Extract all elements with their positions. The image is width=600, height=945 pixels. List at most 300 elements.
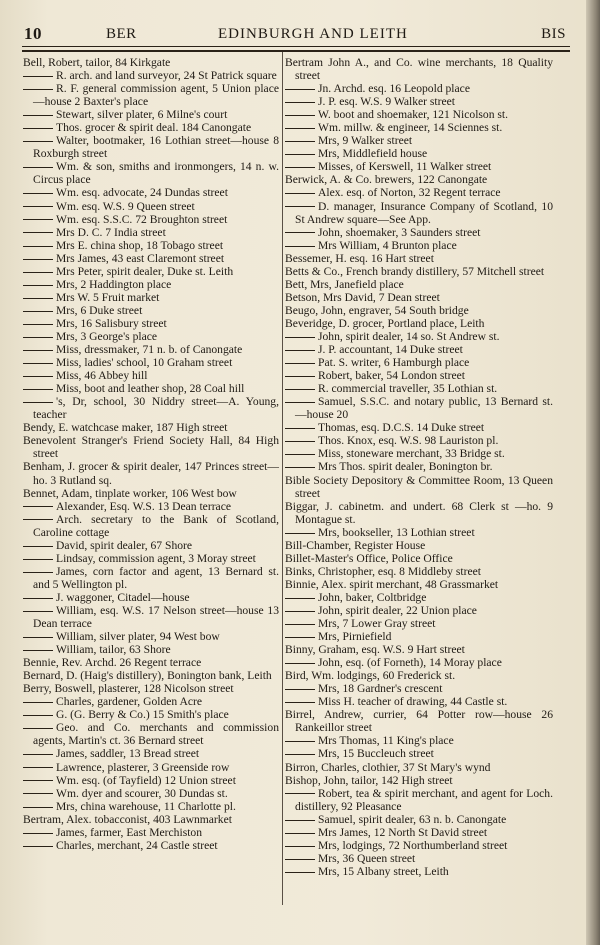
directory-entry — [23, 382, 279, 395]
ditto-dash — [23, 285, 53, 286]
ditto-dash — [285, 350, 315, 351]
entry-text: Robert, baker, 54 London street — [318, 369, 465, 383]
entry-text: Thos. Knox, esq. W.S. 98 Lauriston pl. — [318, 434, 499, 448]
entry-text: Bett, Mrs, Janefield place — [285, 277, 404, 291]
ditto-dash — [285, 702, 315, 703]
entry-text: Biggar, J. cabinetm. and undert. 68 Clerk st —ho. 9 Montague st. — [285, 499, 553, 526]
ditto-dash — [23, 559, 53, 560]
entry-text: Wm. esq. W.S. 9 Queen street — [56, 199, 195, 213]
entry-text: Mrs James, 43 east Claremont street — [56, 251, 225, 265]
directory-entry — [23, 669, 279, 682]
entry-text: Binnie, Alex. spirit merchant, 48 Grassmarket — [285, 577, 499, 591]
entry-text: Bible Society Depository & Committee Room, 13 Queen street — [285, 473, 553, 500]
ditto-dash — [285, 167, 315, 168]
directory-entry — [23, 761, 279, 774]
ditto-dash — [23, 232, 53, 233]
ditto-dash — [285, 206, 315, 207]
directory-entry — [285, 265, 553, 278]
column-divider — [282, 52, 283, 905]
entry-text: Mrs, 16 Salisbury street — [56, 316, 167, 330]
ditto-dash — [285, 154, 315, 155]
directory-entry — [285, 669, 553, 682]
entry-text: Wm. millw. & engineer, 14 Sciennes st. — [318, 121, 503, 135]
entry-text: R. arch. and land surveyor, 24 St Patrick square — [56, 69, 277, 83]
entry-text: G. (G. Berry & Co.) 15 Smith's place — [56, 708, 229, 722]
entry-text: D. manager, Insurance Company of Scotland, 10 St Andrew square—See App. — [295, 199, 553, 226]
ditto-dash — [285, 624, 315, 625]
ditto-dash — [285, 846, 315, 847]
entry-text: William, tailor, 63 Shore — [56, 643, 171, 657]
directory-entry — [285, 643, 553, 656]
directory-entry — [23, 356, 279, 369]
header-right-word: BIS — [541, 26, 566, 42]
ditto-dash — [23, 363, 53, 364]
entry-text: Benham, J. grocer & spirit dealer, 147 Princes street—ho. 3 Rutland sq. — [23, 460, 279, 487]
directory-entry — [23, 121, 279, 134]
entry-text: Mrs, bookseller, 13 Lothian street — [318, 525, 475, 539]
entry-text: Betts & Co., French brandy distillery, 57 Mitchell street — [285, 264, 545, 278]
entry-text: Miss, boot and leather shop, 28 Coal hill — [56, 382, 245, 396]
directory-entry — [285, 656, 553, 669]
ditto-dash — [285, 246, 315, 247]
directory-entry — [23, 604, 279, 630]
directory-entry — [285, 500, 553, 526]
directory-entry — [285, 852, 553, 865]
entry-text: Bird, Wm. lodgings, 60 Frederick st. — [285, 669, 456, 683]
ditto-dash — [285, 232, 315, 233]
directory-entry — [285, 356, 553, 369]
directory-entry — [23, 343, 279, 356]
entry-text: Mrs James, 12 North St David street — [318, 825, 488, 839]
entry-text: John, spirit dealer, 22 Union place — [318, 603, 477, 617]
entry-text: Binks, Christopher, esq. 8 Middleby street — [285, 564, 481, 578]
directory-entry — [285, 761, 553, 774]
entry-text: Charles, gardener, Golden Acre — [56, 695, 203, 709]
entry-text: Bell, Robert, tailor, 84 Kirkgate — [23, 56, 171, 69]
directory-entry — [23, 278, 279, 291]
entry-text: Bendy, E. watchcase maker, 187 High street — [23, 421, 228, 435]
entry-text: W. boot and shoemaker, 121 Nicolson st. — [318, 108, 509, 122]
directory-entry — [23, 513, 279, 539]
directory-entry — [285, 382, 553, 395]
entry-text: Mrs, 18 Gardner's crescent — [318, 682, 443, 696]
entry-text: Stewart, silver plater, 6 Milne's court — [56, 108, 228, 122]
ditto-dash — [285, 454, 315, 455]
entry-text: Thos. grocer & spirit deal. 184 Canongate — [56, 121, 252, 135]
page-edge — [586, 0, 600, 945]
entry-text: Miss H. teacher of drawing, 44 Castle st. — [318, 695, 508, 709]
ditto-dash — [285, 363, 315, 364]
directory-entry — [285, 291, 553, 304]
directory-entry — [285, 552, 553, 565]
entry-text: Miss, 46 Abbey hill — [56, 369, 148, 383]
directory-entry — [23, 800, 279, 813]
header-rule — [22, 46, 570, 47]
directory-entry — [23, 708, 279, 721]
directory-entry — [285, 474, 553, 500]
directory-entry — [285, 604, 553, 617]
directory-entry — [23, 656, 279, 669]
entry-text: Bernard, D. (Haig's distillery), Bonington bank, Leith — [23, 669, 272, 683]
entry-text: Pat. S. writer, 6 Hamburgh place — [318, 356, 470, 370]
directory-entry — [23, 826, 279, 839]
directory-entry — [23, 695, 279, 708]
directory-entry — [285, 200, 553, 226]
directory-entry — [285, 617, 553, 630]
directory-entry — [23, 774, 279, 787]
directory-entry — [23, 56, 279, 69]
ditto-dash — [285, 141, 315, 142]
ditto-dash — [23, 833, 53, 834]
entry-text: Mrs, 15 Buccleuch street — [318, 747, 434, 761]
directory-entry — [285, 278, 553, 291]
entry-text: Wm. esq. (of Tayfield) 12 Union street — [56, 773, 236, 787]
entry-text: Mrs, 36 Queen street — [318, 851, 416, 865]
ditto-dash — [23, 298, 53, 299]
entry-text: James, corn factor and agent, 13 Bernard st. and 5 Wellington pl. — [33, 564, 279, 591]
directory-entry — [285, 330, 553, 343]
entry-text: Birrel, Andrew, currier, 64 Potter row—house 26 Rankeillor street — [285, 708, 553, 735]
directory-entry — [23, 265, 279, 278]
ditto-dash — [23, 246, 53, 247]
entry-text: Mrs Thos. spirit dealer, Bonington br. — [318, 460, 493, 474]
entry-text: Bessemer, H. esq. 16 Hart street — [285, 251, 434, 265]
ditto-dash — [285, 467, 315, 468]
entry-text: Billet-Master's Office, Police Office — [285, 551, 453, 565]
entry-text: Lawrence, plasterer, 3 Greenside row — [56, 760, 230, 774]
ditto-dash — [23, 780, 53, 781]
entry-text: Mrs W. 5 Fruit market — [56, 290, 160, 304]
header-title: EDINBURGH AND LEITH — [218, 26, 408, 42]
ditto-dash — [23, 793, 53, 794]
ditto-dash — [23, 311, 53, 312]
directory-entry — [23, 317, 279, 330]
entry-text: John, esq. (of Forneth), 14 Moray place — [318, 656, 502, 670]
entry-text: Mrs, lodgings, 72 Northumberland street — [318, 838, 508, 852]
entry-text: James, saddler, 13 Bread street — [56, 747, 200, 761]
directory-entry — [23, 239, 279, 252]
directory-entry — [285, 82, 553, 95]
directory-entry — [23, 460, 279, 486]
entry-text: Mrs, Pirniefield — [318, 630, 392, 644]
ditto-dash — [285, 741, 315, 742]
directory-entry — [285, 121, 553, 134]
directory-entry — [23, 330, 279, 343]
directory-entry — [285, 565, 553, 578]
ditto-dash — [285, 102, 315, 103]
directory-entry — [285, 317, 553, 330]
ditto-dash — [285, 611, 315, 612]
entry-text: John, spirit dealer, 14 so. St Andrew st. — [318, 329, 500, 343]
directory-entry — [285, 591, 553, 604]
entry-text: Arch. secretary to the Bank of Scotland, Caroline cottage — [33, 512, 279, 539]
entry-text: Birron, Charles, clothier, 37 St Mary's wynd — [285, 760, 491, 774]
directory-entry — [285, 134, 553, 147]
directory-entry — [23, 108, 279, 121]
directory-entry — [23, 747, 279, 760]
ditto-dash — [23, 206, 53, 207]
entry-text: Miss, ladies' school, 10 Graham street — [56, 356, 233, 370]
entry-text: Mrs, 2 Haddington place — [56, 277, 172, 291]
entry-text: Samuel, spirit dealer, 63 n. b. Canongate — [318, 812, 507, 826]
ditto-dash — [285, 389, 315, 390]
entry-text: Geo. and Co. merchants and commission agents, Martin's ct. 36 Bernard street — [33, 721, 279, 748]
entry-text: Samuel, S.S.C. and notary public, 13 Bernard st.—house 20 — [295, 395, 553, 422]
entry-text: Miss, dressmaker, 71 n. b. of Canongate — [56, 343, 243, 357]
directory-entry — [23, 565, 279, 591]
entry-text: Benevolent Stranger's Friend Society Hall, 84 High street — [23, 434, 279, 461]
directory-entry — [285, 186, 553, 199]
entry-text: Mrs Thomas, 11 King's place — [318, 734, 454, 748]
entry-text: Wm. esq. S.S.C. 72 Broughton street — [56, 212, 228, 226]
directory-entry — [285, 447, 553, 460]
directory-entry — [285, 708, 553, 734]
directory-entry — [23, 82, 279, 108]
directory-entry — [285, 173, 553, 186]
directory-entry — [285, 774, 553, 787]
entry-text: Mrs, 7 Lower Gray street — [318, 617, 436, 631]
entry-text: Beveridge, D. grocer, Portland place, Leith — [285, 316, 485, 330]
entry-text: 's, Dr, school, 30 Niddry street—A. Young, teacher — [33, 395, 279, 422]
ditto-dash — [285, 820, 315, 821]
entry-text: Beugo, John, engraver, 54 South bridge — [285, 303, 469, 317]
directory-entry — [23, 186, 279, 199]
directory-entry — [23, 200, 279, 213]
directory-entry — [285, 108, 553, 121]
entry-text: John, shoemaker, 3 Saunders street — [318, 225, 481, 239]
directory-entry — [23, 395, 279, 421]
directory-entry — [285, 826, 553, 839]
entry-text: Bertram, Alex. tobacconist, 403 Lawnmarket — [23, 812, 232, 826]
entry-text: Alexander, Esq. W.S. 13 Dean terrace — [56, 499, 231, 513]
directory-entry — [285, 226, 553, 239]
entry-text: Bertram John A., and Co. wine merchants, 18 Quality street — [285, 56, 553, 83]
ditto-dash — [285, 193, 315, 194]
entry-text: Mrs, 15 Albany street, Leith — [318, 864, 449, 878]
ditto-dash — [23, 715, 53, 716]
directory-entry — [285, 747, 553, 760]
entry-text: J. P. esq. W.S. 9 Walker street — [318, 95, 456, 109]
directory-entry — [23, 369, 279, 382]
entry-text: Mrs, 9 Walker street — [318, 134, 413, 148]
directory-entry — [285, 95, 553, 108]
ditto-dash — [23, 702, 53, 703]
entry-text: Charles, merchant, 24 Castle street — [56, 838, 218, 852]
entry-text: Mrs, china warehouse, 11 Charlotte pl. — [56, 799, 236, 813]
page-number: 10 — [24, 24, 42, 43]
ditto-dash — [285, 441, 315, 442]
ditto-dash — [285, 793, 315, 794]
entry-text: Lindsay, commission agent, 3 Moray street — [56, 551, 256, 565]
entry-text: Bishop, John, tailor, 142 High street — [285, 773, 453, 787]
ditto-dash — [23, 76, 53, 77]
entry-text: Mrs William, 4 Brunton place — [318, 238, 457, 252]
directory-entry — [285, 460, 553, 473]
ditto-dash — [23, 376, 53, 377]
ditto-dash — [285, 872, 315, 873]
directory-entry — [285, 56, 553, 82]
directory-entry — [23, 134, 279, 160]
entry-text: Mrs, 6 Duke street — [56, 303, 143, 317]
directory-entry — [23, 643, 279, 656]
directory-entry — [285, 395, 553, 421]
ditto-dash — [285, 663, 315, 664]
directory-entry — [285, 421, 553, 434]
ditto-dash — [285, 533, 315, 534]
directory-entry — [285, 239, 553, 252]
directory-entry — [285, 682, 553, 695]
entry-text: R. F. general commission agent, 5 Union place—house 2 Baxter's place — [33, 82, 279, 109]
entry-text: Mrs, 3 George's place — [56, 329, 158, 343]
entry-text: Wm. & son, smiths and ironmongers, 14 n. w. Circus place — [33, 160, 279, 187]
directory-entry — [23, 160, 279, 186]
ditto-dash — [285, 115, 315, 116]
ditto-dash — [23, 611, 53, 612]
directory-entry — [285, 369, 553, 382]
directory-entry — [23, 682, 279, 695]
directory-entry — [23, 434, 279, 460]
directory-entry — [23, 226, 279, 239]
ditto-dash — [23, 272, 53, 273]
ditto-dash — [23, 598, 53, 599]
ditto-dash — [23, 754, 53, 755]
ditto-dash — [23, 402, 53, 403]
directory-entry — [285, 252, 553, 265]
ditto-dash — [285, 754, 315, 755]
ditto-dash — [23, 193, 53, 194]
page-header — [22, 24, 570, 44]
directory-entry — [23, 630, 279, 643]
header-left-word: BER — [106, 26, 137, 42]
ditto-dash — [285, 637, 315, 638]
ditto-dash — [23, 807, 53, 808]
entry-text: Wm. esq. advocate, 24 Dundas street — [56, 186, 228, 200]
entry-text: Mrs Peter, spirit dealer, Duke st. Leith — [56, 264, 234, 278]
directory-entry — [285, 578, 553, 591]
directory-entry — [285, 147, 553, 160]
directory-entry — [23, 721, 279, 747]
ditto-dash — [285, 128, 315, 129]
ditto-dash — [23, 259, 53, 260]
directory-entry — [285, 160, 553, 173]
directory-entry — [285, 539, 553, 552]
ditto-dash — [285, 428, 315, 429]
directory-entry — [285, 865, 553, 878]
entry-text: Miss, stoneware merchant, 33 Bridge st. — [318, 447, 505, 461]
ditto-dash — [23, 324, 53, 325]
entry-text: J. P. accountant, 14 Duke street — [318, 343, 463, 357]
directory-entry — [23, 487, 279, 500]
ditto-dash — [23, 115, 53, 116]
directory-entry — [23, 787, 279, 800]
ditto-dash — [23, 767, 53, 768]
left-column — [23, 56, 279, 852]
ditto-dash — [285, 402, 315, 403]
directory-entry — [23, 539, 279, 552]
entry-text: Thomas, esq. D.C.S. 14 Duke street — [318, 421, 485, 435]
directory-entry — [285, 526, 553, 539]
ditto-dash — [285, 859, 315, 860]
entry-text: John, baker, Coltbridge — [318, 590, 427, 604]
directory-entry — [285, 813, 553, 826]
ditto-dash — [23, 389, 53, 390]
entry-text: Jn. Archd. esq. 16 Leopold place — [318, 82, 470, 96]
directory-entry — [285, 839, 553, 852]
entry-text: Bennet, Adam, tinplate worker, 106 West bow — [23, 486, 237, 500]
entry-text: Robert, tea & spirit merchant, and agent for Loch. distillery, 92 Pleasance — [295, 786, 553, 813]
entry-text: Mrs, Middlefield house — [318, 147, 428, 161]
directory-entry — [23, 252, 279, 265]
ditto-dash — [285, 598, 315, 599]
ditto-dash — [23, 128, 53, 129]
entry-text: Berwick, A. & Co. brewers, 122 Canongate — [285, 173, 488, 187]
directory-entry — [23, 304, 279, 317]
ditto-dash — [285, 337, 315, 338]
ditto-dash — [23, 572, 53, 573]
right-column — [285, 56, 553, 878]
ditto-dash — [23, 167, 53, 168]
entry-text: James, farmer, East Merchiston — [56, 825, 203, 839]
header-rule-double — [22, 50, 570, 52]
entry-text: Bennie, Rev. Archd. 26 Regent terrace — [23, 656, 202, 670]
entry-text: Wm. dyer and scourer, 30 Dundas st. — [56, 786, 228, 800]
ditto-dash — [285, 689, 315, 690]
ditto-dash — [285, 376, 315, 377]
directory-entry — [285, 343, 553, 356]
ditto-dash — [23, 846, 53, 847]
entry-text: Betson, Mrs David, 7 Dean street — [285, 290, 440, 304]
entry-text: Binny, Graham, esq. W.S. 9 Hart street — [285, 643, 465, 657]
directory-entry — [23, 591, 279, 604]
entry-text: Berry, Boswell, plasterer, 128 Nicolson street — [23, 682, 234, 696]
entry-text: Mrs D. C. 7 India street — [56, 225, 166, 239]
directory-entry — [23, 500, 279, 513]
ditto-dash — [23, 519, 53, 520]
ditto-dash — [23, 337, 53, 338]
directory-entry — [285, 630, 553, 643]
directory-entry — [285, 787, 553, 813]
directory-entry — [23, 69, 279, 82]
ditto-dash — [23, 728, 53, 729]
directory-entry — [23, 839, 279, 852]
ditto-dash — [23, 637, 53, 638]
ditto-dash — [23, 546, 53, 547]
ditto-dash — [23, 350, 53, 351]
entry-text: William, esq. W.S. 17 Nelson street—house 13 Dean terrace — [33, 603, 279, 631]
ditto-dash — [285, 89, 315, 90]
directory-entry — [23, 552, 279, 565]
ditto-dash — [23, 89, 53, 90]
ditto-dash — [23, 219, 53, 220]
entry-text: R. commercial traveller, 35 Lothian st. — [318, 382, 498, 396]
directory-entry — [285, 304, 553, 317]
entry-text: Alex. esq. of Norton, 32 Regent terrace — [318, 186, 501, 200]
ditto-dash — [23, 506, 53, 507]
directory-entry — [23, 213, 279, 226]
ditto-dash — [23, 141, 53, 142]
ditto-dash — [23, 650, 53, 651]
entry-text: Bill-Chamber, Register House — [285, 538, 426, 552]
directory-entry — [23, 813, 279, 826]
entry-text: Misses, of Kerswell, 11 Walker street — [318, 160, 492, 174]
ditto-dash — [285, 833, 315, 834]
entry-text: Walter, bootmaker, 16 Lothian street—house 8 Roxburgh street — [33, 134, 279, 161]
entry-text: David, spirit dealer, 67 Shore — [56, 538, 193, 552]
entry-text: J. waggoner, Citadel—house — [56, 590, 190, 604]
entry-text: William, silver plater, 94 West bow — [56, 630, 220, 644]
directory-entry — [23, 291, 279, 304]
entry-text: Mrs E. china shop, 18 Tobago street — [56, 238, 224, 252]
